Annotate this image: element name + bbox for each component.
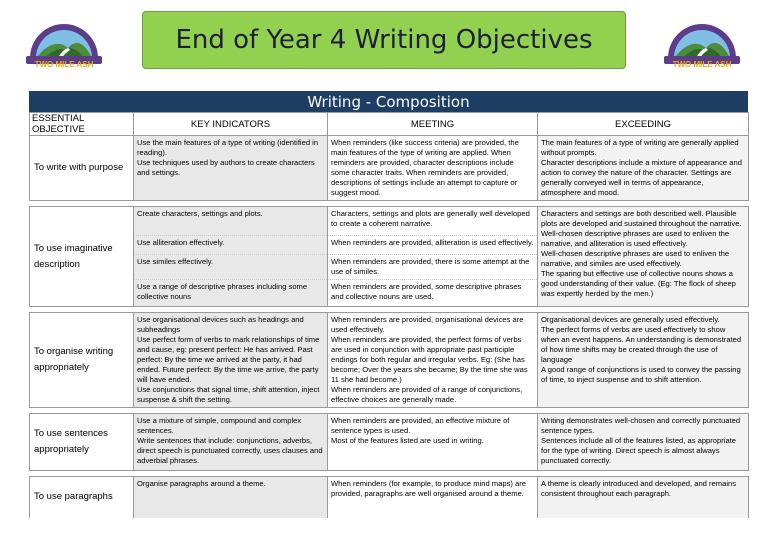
column-header: EXCEEDING: [538, 113, 749, 136]
cell-text: Use a mixture of simple, compound and complex sentences.: [137, 416, 302, 435]
column-header: KEY INDICATORS: [134, 113, 328, 136]
key-indicator-cell: [134, 280, 328, 307]
key-indicator-cell: [134, 255, 328, 280]
cell-text: Well-chosen descriptive phrases are used to enliven the narrative, and alliteration is used effectively.: [541, 229, 730, 248]
key-indicator-cell: [134, 313, 328, 408]
cell-text: Most of the features listed are used in writing.: [331, 436, 484, 445]
cell-text: Writing demonstrates well-chosen and correctly punctuated sentence types.: [541, 416, 741, 435]
cell-text: When reminders are provided of a range of conjunctions, effective choices are generally made.: [331, 385, 523, 404]
cell-text: Sentences include all of the features listed, as appropriate for the type of writing. Direct speech is almost always punctuated correctly.: [541, 436, 737, 465]
column-header: MEETING: [328, 113, 538, 136]
essential-objective-cell: To write with purpose: [30, 136, 134, 201]
school-logo: [24, 14, 104, 74]
cell-text: Write sentences that include: conjunctions, adverbs, direct speech is punctuated correctly, uses clauses and adverbial phrases.: [137, 436, 323, 465]
meeting-cell: [328, 136, 538, 201]
cell-text: Use organisational devices such as headings and subheadings: [137, 315, 304, 334]
cell-text: A theme is clearly introduced and developed, and remains consistent throughout each paragraph.: [541, 479, 737, 498]
cell-text: Character descriptions include a mixture of appearance and action to convey the nature of the character. Settings are generally conveyed well in terms of appearance, atmosphere and mood.: [541, 158, 742, 197]
cell-text: Use conjunctions that signal time, shift attention, inject suspense & shift the setting.: [137, 385, 320, 404]
objectives-table: [29, 112, 749, 518]
school-crest-icon: [24, 14, 104, 64]
exceeding-cell: [538, 313, 749, 408]
objective-row: [30, 207, 749, 236]
cell-text: When reminders are provided, the perfect forms of verbs are used in conjunction with appropriate past participle endings for both regular and irregular verbs. Eg: (She has become; Over the years she became; By the time she was 11 she had become.): [331, 335, 528, 384]
objective-row: [30, 313, 749, 408]
meeting-cell: [328, 255, 538, 280]
cell-text: When reminders are provided, organisational devices are used effectively.: [331, 315, 524, 334]
key-indicator-cell: [134, 236, 328, 255]
section-title: Writing - Composition: [307, 92, 470, 111]
meeting-cell: [328, 236, 538, 255]
exceeding-cell: [538, 477, 749, 518]
cell-text: The main features of a type of writing are generally applied without prompts.: [541, 138, 739, 157]
section-heading: [29, 91, 748, 112]
cell-text: Well-chosen descriptive phrases are used to enliven the narrative, and similes are used effectively.: [541, 249, 730, 268]
cell-text: Characters, settings and plots are generally well developed to create a coherent narrative.: [331, 209, 530, 228]
cell-text: The sparing but effective use of collective nouns shows a good understanding of their value. (Eg: The flock of sheep was expertly herded by the men.): [541, 269, 736, 298]
cell-text: When reminders are provided, there is some attempt at the use of similes.: [331, 257, 530, 276]
cell-text: When reminders (for example, to produce mind maps) are provided, paragraphs are well organised around a theme.: [331, 479, 526, 498]
cell-text: Use alliteration effectively.: [137, 238, 225, 247]
cell-text: When reminders are provided, an effective mixture of sentence types is used.: [331, 416, 510, 435]
school-name-label: TWO MILE ASH: [34, 60, 94, 69]
column-header: ESSENTIAL OBJECTIVE: [30, 113, 134, 136]
key-indicator-cell: [134, 207, 328, 236]
exceeding-cell: [538, 207, 749, 307]
cell-text: Use similes effectively.: [137, 257, 214, 266]
objective-row: [30, 414, 749, 471]
objective-row: [30, 477, 749, 518]
cell-text: Use techniques used by authors to create characters and settings.: [137, 158, 315, 177]
cell-text: The perfect forms of verbs are used effectively to show when an event happens. An understanding is demonstrated of how time shifts may be created through the use of language: [541, 325, 742, 364]
essential-objective-cell: To organise writing appropriately: [30, 313, 134, 408]
school-name-label: TWO MILE ASH: [672, 60, 732, 69]
key-indicator-cell: [134, 477, 328, 518]
page-title: End of Year 4 Writing Objectives: [175, 25, 593, 55]
cell-text: Organise paragraphs around a theme.: [137, 479, 266, 488]
cell-text: A good range of conjunctions is used to convey the passing of time, to inject suspense and to shift attention.: [541, 365, 741, 384]
cell-text: Characters and settings are both described well. Plausible plots are developed and sustained throughout the narrative.: [541, 209, 742, 228]
meeting-cell: [328, 414, 538, 471]
essential-objective-cell: To use imaginative description: [30, 207, 134, 307]
exceeding-cell: [538, 414, 749, 471]
cell-text: When reminders are provided, some descriptive phrases and collective nouns are used.: [331, 282, 522, 301]
essential-objective-cell: To use paragraphs: [30, 477, 134, 518]
cell-text: Use perfect form of verbs to mark relationships of time and cause, eg: present perfect: He has arrived. Past perfect: By the time we arrived at the party, it had ended. Future perfect: By the time we arrive, the party will have ended.: [137, 335, 320, 384]
cell-text: When reminders are provided, alliteration is used effectively.: [331, 238, 534, 247]
cell-text: When reminders (like success criteria) are provided, the main features of the type of writing are applied. When reminders are provided, character descriptions include some character traits. When reminders are provided, descriptions of settings include an attempt to capture or suggest mood.: [331, 138, 519, 197]
objective-row: [30, 136, 749, 201]
cell-text: Create characters, settings and plots.: [137, 209, 263, 218]
objectives-table-body: [30, 136, 749, 518]
exceeding-cell: [538, 136, 749, 201]
cell-text: Use a range of descriptive phrases including some collective nouns: [137, 282, 308, 301]
meeting-cell: [328, 313, 538, 408]
key-indicator-cell: [134, 414, 328, 471]
key-indicator-cell: [134, 136, 328, 201]
cell-text: Use the main features of a type of writing (identified in reading).: [137, 138, 319, 157]
school-logo: [662, 14, 742, 74]
meeting-cell: [328, 280, 538, 307]
title-banner: [142, 11, 626, 69]
meeting-cell: [328, 207, 538, 236]
cell-text: Organisational devices are generally used effectively.: [541, 315, 720, 324]
meeting-cell: [328, 477, 538, 518]
school-crest-icon: [662, 14, 742, 64]
essential-objective-cell: To use sentences appropriately: [30, 414, 134, 471]
